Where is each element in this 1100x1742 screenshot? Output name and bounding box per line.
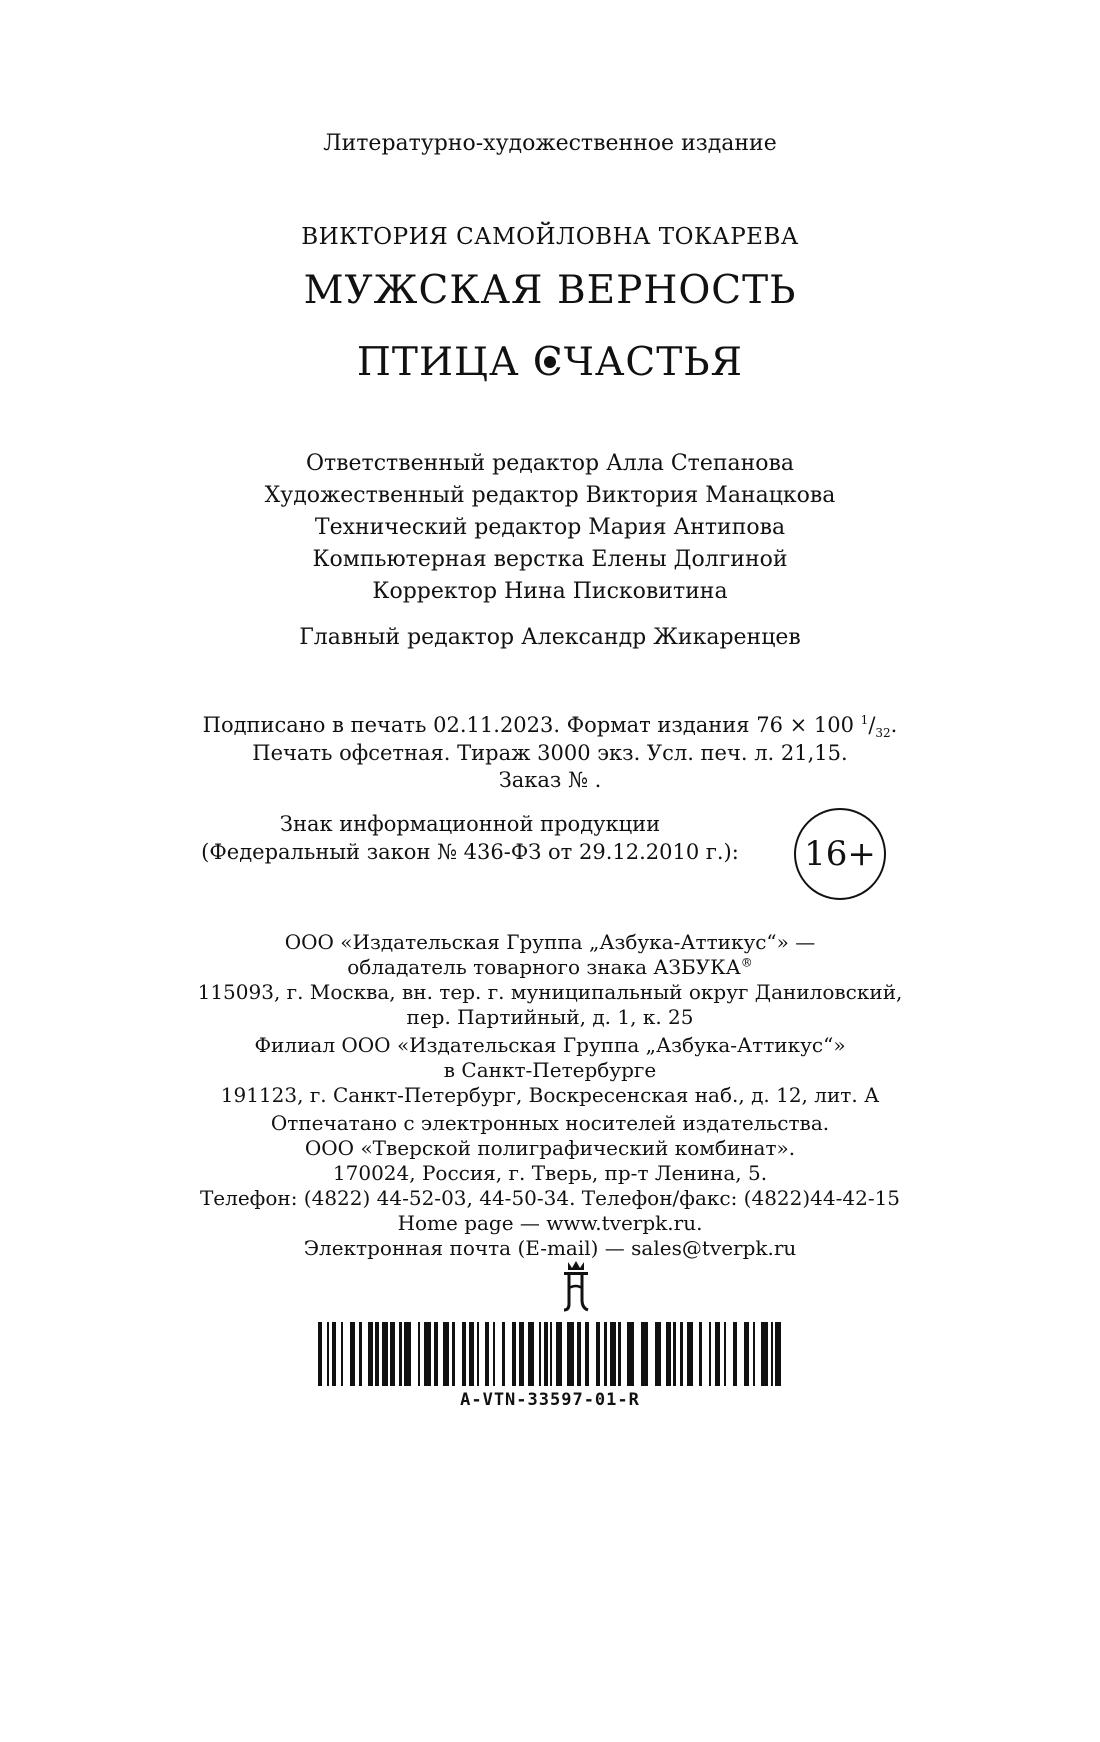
publisher-line-2: [0, 955, 1100, 979]
credit-line: Ответственный редактор Алла Степанова: [305, 451, 795, 476]
printer-logo-icon: [558, 1258, 594, 1314]
format-period: .: [890, 713, 898, 737]
branch-line-1: Филиал ООО «Издательская Группа „Азбука-Аттикус“»: [254, 1033, 846, 1057]
branch-address: 191123, г. Санкт-Петербург, Воскресенская наб., д. 12, лит. А: [220, 1083, 880, 1107]
printer-email: Электронная почта (E-mail) — sales@tverpk.ru: [303, 1236, 797, 1260]
printer-homepage: Home page — www.tverpk.ru.: [397, 1211, 703, 1235]
printer-line-2: ООО «Тверской полиграфический комбинат».: [304, 1136, 796, 1160]
print-info-line-1: Подписано в печать 02.11.2023. Формат издания 76 × 100 $^1/_{32}$.: [202, 713, 898, 741]
format-fraction-num: 1: [860, 713, 869, 727]
chief-editor: Главный редактор Александр Жикаренцев: [299, 625, 801, 650]
publisher-address-2: пер. Партийный, д. 1, к. 25: [406, 1005, 694, 1029]
credit-line: Компьютерная верстка Елены Долгиной: [312, 547, 788, 572]
print-format: Подписано в печать 02.11.2023. Формат издания 76 × 100: [202, 713, 854, 737]
age-rating-badge: 16+: [794, 808, 886, 900]
printer-address: 170024, Россия, г. Тверь, пр-т Ленина, 5.: [332, 1161, 768, 1185]
age-rating-law: (Федеральный закон № 436-ФЗ от 29.12.2010 г.):: [201, 840, 739, 864]
barcode-image: [318, 1322, 784, 1386]
order-number: Заказ № .: [498, 768, 602, 792]
print-info-line-2: Печать офсетная. Тираж 3000 экз. Усл. печ. л. 21,15.: [252, 741, 848, 765]
trademark-owner: обладатель товарного знака АЗБУКА: [347, 955, 741, 979]
author-name: ВИКТОРИЯ САМОЙЛОВНА ТОКАРЕВА: [301, 224, 799, 250]
printer-line-1: Отпечатано с электронных носителей издательства.: [270, 1111, 830, 1135]
book-title-1: МУЖСКАЯ ВЕРНОСТЬ: [303, 268, 797, 313]
printer-phones: Телефон: (4822) 44-52-03, 44-50-34. Телефон/факс: (4822)44-42-15: [199, 1186, 901, 1210]
registered-mark: ®: [740, 955, 753, 970]
credit-line: Художественный редактор Виктория Манацкова: [264, 483, 836, 508]
credit-line: Корректор Нина Писковитина: [372, 579, 728, 604]
credit-line: Технический редактор Мария Антипова: [314, 515, 786, 540]
format-fraction-den: 32: [875, 726, 891, 741]
book-title-2: ПТИЦА СЧАСТЬЯ: [356, 340, 744, 385]
publisher-address-1: 115093, г. Москва, вн. тер. г. муниципальный округ Даниловский,: [197, 980, 903, 1004]
publisher-line-1: ООО «Издательская Группа „Азбука-Аттикус“» —: [284, 930, 816, 954]
edition-type: Литературно-художественное издание: [323, 131, 777, 156]
age-rating-caption: Знак информационной продукции: [279, 812, 661, 836]
barcode-code: A-VTN-33597-01-R: [460, 1390, 640, 1410]
branch-line-2: в Санкт-Петербурге: [443, 1058, 657, 1082]
